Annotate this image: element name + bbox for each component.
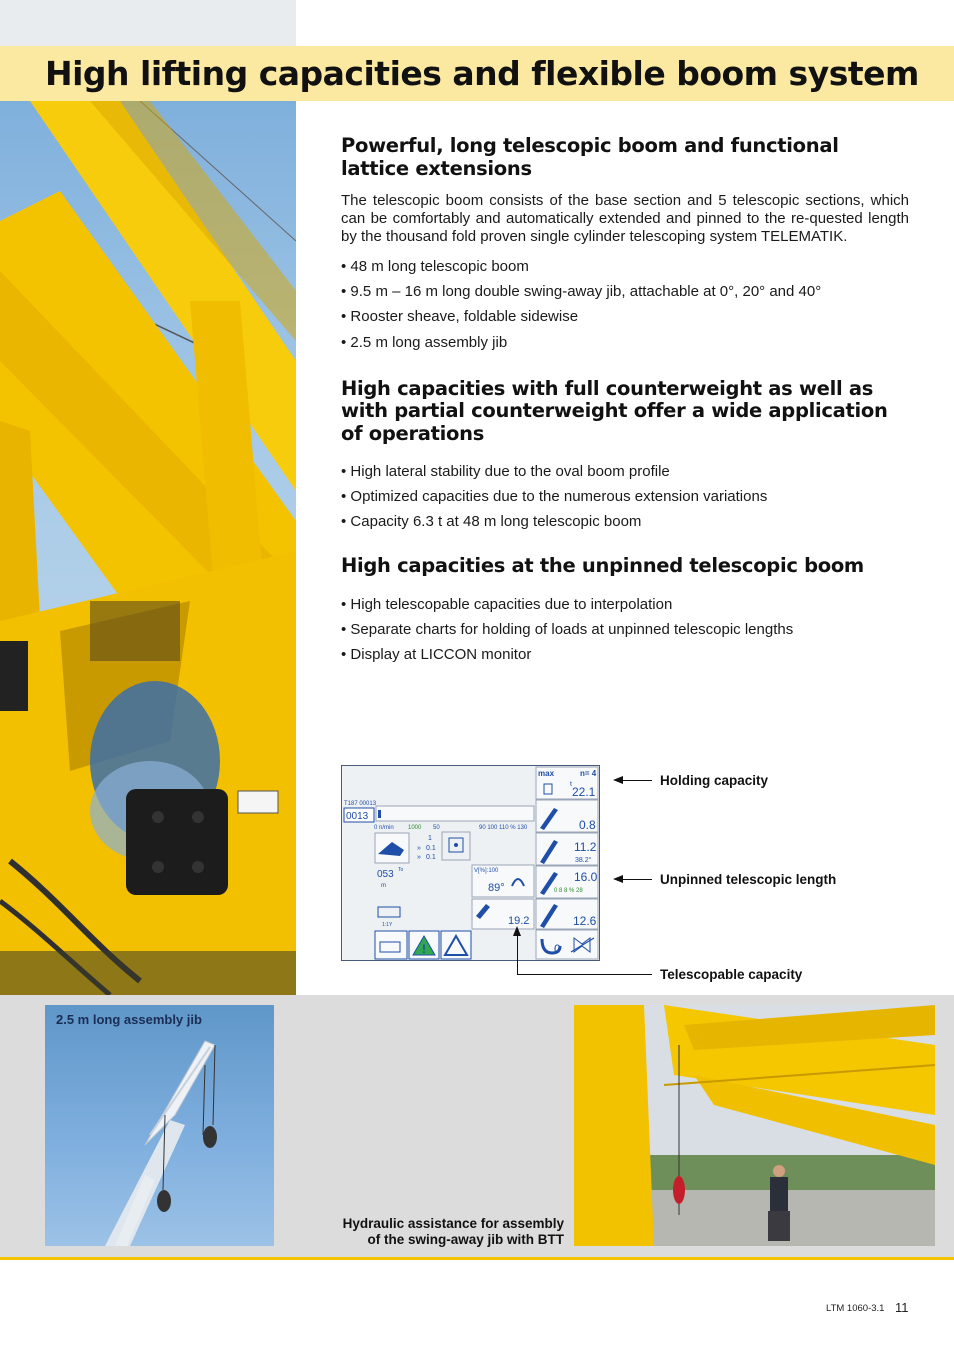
btt-caption [300,1216,564,1248]
section2-heading: High capacities with full counterweight as well as with partial counterweight offer a wide application of operations [341,376,888,445]
v-percent: V[%]:100 [474,868,499,874]
value-38-2: 38.2° [575,857,592,864]
percent-scale: 90 100 110 % 130 [479,825,528,831]
btt-caption-line2: of the swing-away jib with BTT [367,1232,564,1247]
page-number: 11 [895,1300,909,1315]
list-item: • Display at LICCON monitor [341,646,909,664]
btt-assembly-illustration [574,1005,935,1246]
section1-heading: Powerful, long telescopic boom and functional lattice extensions [341,134,839,180]
value-19-2: 19.2 [508,915,530,927]
section2 [341,378,909,532]
value-16-0: 16.0 [574,870,598,884]
rpm-label: 0 n/min [374,825,394,831]
value-0-1-b: 0.1 [426,854,436,861]
header-gray-strip [0,0,296,46]
list-item: • Optimized capacities due to the numerous extension variations [341,488,909,506]
assembly-jib-caption: 2.5 m long assembly jib [56,1012,202,1027]
counter-value: 0013 [346,811,369,822]
counter-id: T187 00013 [344,801,377,807]
hook-zero: 0 [554,942,561,956]
section1-list [341,258,909,352]
list-item: • High telescopable capacities due to interpolation [341,596,909,614]
holding-value: 22.1 [572,785,596,799]
list-item: • 2.5 m long assembly jib [341,334,909,352]
ratio-label: 1:1Y [382,922,393,928]
section3-list [341,596,909,664]
footer-rule [0,1257,954,1260]
text-column [341,135,909,672]
btt-assembly-photo [574,1005,935,1246]
crane-boom-illustration [0,101,296,995]
svg-text:!: ! [422,942,426,956]
list-item: • Separate charts for holding of loads at unpinned telescopic lengths [341,621,909,639]
svg-text:»: » [417,854,421,861]
list-item: • Capacity 6.3 t at 48 m long telescopic boom [341,513,909,531]
value-0-1-a: 0.1 [426,845,436,852]
t-label: t [570,781,572,788]
assembly-jib-illustration [45,1005,274,1246]
unpinned-length-label: Unpinned telescopic length [660,872,837,887]
list-item: • Rooster sheave, foldable sidewise [341,308,909,326]
section2-list [341,463,909,531]
rpm-value: 1000 [408,825,422,831]
title-band [0,46,954,101]
rpm-50: 50 [433,825,440,831]
value-11-2: 11.2 [574,840,597,854]
section1-intro: The telescopic boom consists of the base section and 5 telescopic sections, which can be comfortably and automatically extended and pinned to the re-quested length by the thousand fold proven single cylinder telescoping system TELEMATIK. [341,192,909,245]
assembly-jib-photo [45,1005,274,1246]
liccon-monitor-display [341,765,600,961]
deg-value: 053 [377,869,394,880]
value-0-8: 0.8 [579,818,596,832]
to-label: To [398,867,404,873]
telescopable-capacity-label: Telescopable capacity [660,967,803,982]
n-label: n= 4 [580,769,597,778]
liccon-screen [342,766,599,960]
list-item: • 48 m long telescopic boom [341,258,909,276]
pct-row: 0 8 8 % 28 [554,888,583,894]
btt-caption-line1: Hydraulic assistance for assembly [342,1216,564,1231]
list-item: • 9.5 m – 16 m long double swing-away jib, attachable at 0°, 20° and 40° [341,283,909,301]
value-1: 1 [428,835,432,842]
value-12-6: 12.6 [573,914,597,928]
section3-heading: High capacities at the unpinned telescopic boom [341,554,864,578]
svg-text:»: » [417,845,421,852]
page-title: High lifting capacities and flexible boom system [45,54,919,93]
crane-boom-photo [0,101,296,995]
holding-capacity-label: Holding capacity [660,773,769,788]
footer-model: LTM 1060-3.1 [826,1303,885,1314]
list-item: • High lateral stability due to the oval boom profile [341,463,909,481]
section3 [341,555,909,664]
value-89: 89° [488,882,505,894]
m-label: m [381,883,386,889]
max-label: max [538,769,555,778]
